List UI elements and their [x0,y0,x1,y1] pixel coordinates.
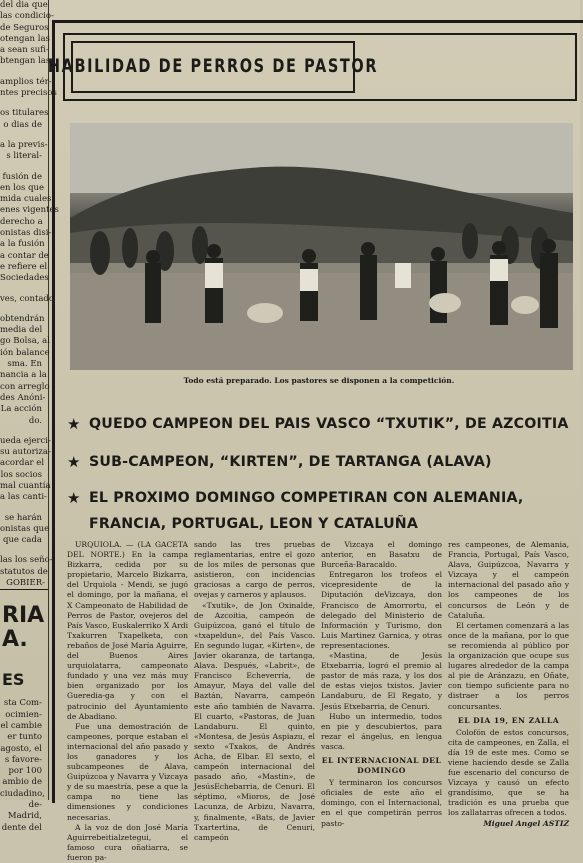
left-col-text-block-bottom [0,698,48,834]
left-col-line: el cambie [0,720,42,731]
left-col-line: los socios [0,469,42,480]
left-col-line: dente del [1,822,42,833]
left-col-text-block-7 [0,314,48,427]
adjacent-column-left [0,0,59,833]
left-col-line: acordar el [0,458,45,469]
left-col-line: ambio de [2,777,42,788]
left-col-line: obtendrán [0,313,45,324]
subhead-3-text: EL PROXIMO DOMINGO COMPETIRAN CON ALEMANIA, FRANCIA, PORTUGAL, LEON Y CATALUÑA [89,490,524,532]
body-column-4 [448,540,569,828]
left-col-line: La acción [0,404,42,415]
subhead-3 [67,485,572,537]
paragraph: Entregaron los trofeos el vicepresidente de la Diputación deVizcaya, don Francisco de Amorrortu, el delegado del Ministerio de Información y Turismo, don Luis Martinez Garnica, y otras representaciones. [321,570,442,650]
body-column-1 [67,540,188,862]
left-col-line: onistas disi- [0,228,52,239]
left-col-heading-1: RIA [2,603,45,629]
left-col-text-block-8 [0,435,51,504]
left-col-line: o dias de [3,119,42,130]
paragraph: Colofón de estos concursos, cita de campeones, en Zalla, el día 19 de este mes. Como se viene haciendo desde se Zalla fue escenario del concurso de Vizcaya y causó un efecto grandísimo, que se ha tradición es una prueba que los zallatarras ofrecen a todos. [448,727,569,818]
paragraph: sando las tres pruebas reglamentarias, entre el gozo de los miles de personas que asistieron, con incidencias graciosas a cargo de perros, ovejas y carneros y aplausos. [194,540,315,600]
star-icon: ★ [67,489,81,507]
paragraph: Hubo un intermedio, todos en pie y descubiertos, para rezar el ángelus, en lengua vasca. [321,711,442,751]
left-col-line: go Bolsa, al [0,336,50,347]
headline: HABILIDAD DE PERROS DE PASTOR [47,56,379,78]
photo-illustration [70,123,573,370]
left-col-line: do. [28,415,42,426]
headline-frame [47,33,577,101]
left-col-line: las condicio- [0,11,54,22]
left-col-line: a las canti- [0,492,47,503]
subhead-1-text: QUEDO CAMPEON DEL PAIS VASCO “TXUTIK”, DE AZCOITIA [89,416,569,432]
left-col-line: mida cuales [0,194,52,205]
left-col-line: a contar de [0,250,49,261]
section-heading: EL DIA 19, EN ZALLA [457,715,560,725]
article-body [67,540,573,862]
left-col-text-block-4 [0,140,48,163]
left-col-line: ión balance [0,347,50,358]
left-col-line: ocimien- [5,709,42,720]
left-col-line: sta Com- [3,698,42,709]
left-col-line: con arreglo [0,381,50,392]
paragraph: El certamen comenzará a las once de la mañana, por lo que se recomienda al público por la organización que ocupe sus lugares alrededor de la campa al pie de Aránzazu, en Oñate, con tiempo suficiente para no distraer a los perros concursantes. [448,620,569,711]
left-col-text-block-9 [0,513,48,547]
left-col-text-block-1 [0,0,54,68]
left-col-line: en los que [0,182,45,193]
left-col-line: enes vigentes [0,205,59,216]
left-col-line: de- [28,800,42,811]
left-col-line: por 100 [8,766,42,777]
section-heading: EL INTERNACIONAL DEL DOMINGO [321,755,442,776]
left-col-line: a sean sufi- [0,45,49,56]
left-col-line: ntes precisos [0,88,57,99]
left-col-line: ciudadino, [0,788,45,799]
left-col-line: os titulares [0,108,49,119]
paragraph: res campeones, de Alemania, Francia, Portugal, País Vasco, Alava, Guipúzcoa, Navarra y Vizcaya y el campeón internacional del pasado año y los campeones de los concursos de León y de Cataluña. [448,540,569,620]
left-col-line: s favore- [4,754,42,765]
star-icon: ★ [67,453,81,471]
left-col-line: a la previs- [0,139,48,150]
body-column-2 [194,540,315,842]
left-col-line: nancia a la [0,370,47,381]
news-photo-shepherds [70,123,573,370]
subhead-2-text: SUB-CAMPEON, “KIRTEN”, DE TARTANGA (ALAVA) [89,454,492,470]
body-column-3 [321,540,442,828]
left-col-line: onistas que [0,523,50,534]
paragraph: Y terminaron los concursos oficiales de este año el domingo, con el Internacional, en el que competirán perros pasto- [321,778,442,828]
paragraph: Fue una demostración de campeones, porque estaban el internacional del año pasado y los ganadores y los subcampeones de Alava, Guipúzcoa y Navarra y Vizcaya y de su maestría, pese a que la campa no tiene las dimensiones y condiciones necesarias. [67,721,188,822]
left-col-line: sma. En [7,359,42,370]
photo-caption: Todo está preparado. Los pastores se disponen a la competición. [183,376,455,385]
left-col-line: agosto, el [0,743,42,754]
left-col-line: derecho a [0,216,43,227]
left-col-line: btengan las [0,56,51,67]
left-col-text-block-6 [0,293,54,305]
left-col-line: del dia que [0,0,48,10]
left-col-heading-2: A. [2,627,28,653]
paragraph: A la voz de don José María Aguirrebeitialzetegui, el famoso cura oñatiarra, se fueron pa- [67,822,188,862]
subhead-2 [67,449,572,475]
left-col-line: er tunto [7,732,42,743]
left-col-line: Madrid, [7,811,42,822]
left-col-line: a la fusión [0,239,45,250]
left-col-gobier: GOBIER- [0,578,48,590]
left-col-line: Sociedades [0,273,49,284]
left-col-line: otengan las [0,33,50,44]
left-col-line: mal cuantía [0,480,51,491]
left-col-line: de Seguros [0,22,49,33]
star-icon: ★ [67,415,81,433]
left-col-text-block-5 [0,171,59,285]
paragraph: «Mastina, de Jesús Etxebarria, logró el premio al pastor de más raza, y los dos de estas viejos txistos. Javier Landaburu, de El Regato, y Jesús Etxebarria, de Cenuri. [321,651,442,711]
left-col-line: que cada [3,535,42,546]
left-col-line: ves, contado [0,293,54,304]
left-col-heading-3: ES [2,670,25,690]
paragraph: URQUIOLA. — (LA GACETA DEL NORTE.) En la campa Bizkarra, cedida por su propietario, Marcelo Bizkarra, del Urquiola - Mendi, se jugó el domingo, por la mañana, el X Campeonato de Habilidad de Perros de Pastor, ovejeros del País Vasco, Euskalerriko X Ardi Txakurren Txapelketa, con rebaños de José María Aguirre, del Buenos Aires urquiolatarra, campeonato fundado y una vez más muy bien organizado por los Gueredia-ga y con el patrocinio del Ayuntamiento de Abadiano. [67,540,188,721]
left-col-line: las los seño- [0,555,53,566]
left-col-line: se harán [4,512,42,523]
left-col-line: ueda ejerci- [0,435,51,446]
left-col-line: des Anóni- [0,392,46,403]
subhead-1 [67,411,572,437]
left-col-line: e refiere el [0,261,48,272]
paragraph: de Vizcaya el domingo anterior, en Basatxu de Burceña-Baracaldo. [321,540,442,570]
paragraph: «Txutik», de Jon Oxinalde, de Azcoitia, campeón de Guipúzcoa, ganó el título de «txapeldun», del País Vasco. En segundo lugar, «Kirten», de Javier okaranza, de tartanga, Alava. Después, «Labrit», de Francisco Echeverría, de Amayur, Maya del valle del Baztán, Navarra, campeón este año también de Navarra. El cuarto, «Pastoras, de Juan Landaburu. El quinto, «Montesa, de Jesús Aspiazu, el sexto «Txakos, de Andrés Acha, de Elbar. El sexto, el campeón internacional del pasado año, «Mastin», de JesúsEchebarria, de Cenuri. El séptimo, «Mioros, de José Lacunza, de Arbizu, Navarra, y, finalmente, «Bats, de Javier Txartertina, de Cenuri, campeón [194,600,315,842]
left-col-line: s literal- [6,151,42,162]
article [47,20,583,862]
left-col-line: amplios tér- [0,76,52,87]
left-col-text-block-10 [0,555,53,578]
headline-inner-frame [47,41,379,93]
left-col-line: su autoriza- [0,447,51,458]
byline-signature: Miguel Angel ASTIZ [483,818,569,828]
left-col-line: fusión de [2,171,42,182]
left-col-text-block-3 [0,108,48,131]
left-col-text-block-2 [0,76,57,100]
left-col-line: statutos de [0,566,48,577]
left-col-line: media del [0,325,43,336]
